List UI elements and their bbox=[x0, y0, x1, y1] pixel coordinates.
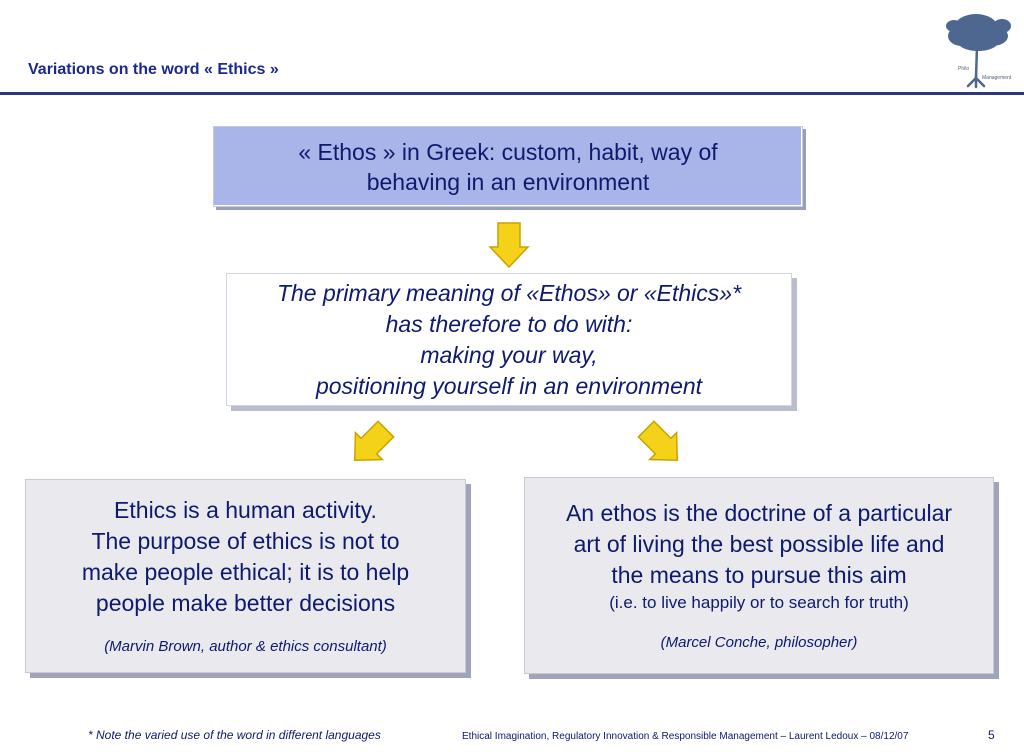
box-text-line: The purpose of ethics is not to bbox=[91, 528, 400, 554]
footer-note: * Note the varied use of the word in different languages bbox=[88, 728, 381, 742]
tree-logo-icon bbox=[936, 6, 1020, 90]
box-text-line: the means to pursue this aim bbox=[611, 562, 907, 588]
doctrine-box bbox=[524, 477, 994, 674]
title-rule bbox=[0, 92, 1024, 95]
primary-meaning-box bbox=[226, 273, 792, 406]
logo-text-line2: Management bbox=[982, 75, 1012, 81]
box-text-line: has therefore to do with: bbox=[385, 310, 633, 337]
greek-definition-box bbox=[213, 126, 803, 207]
footer-credit: Ethical Imagination, Regulatory Innovation & Responsible Management – Laurent Ledoux – 08/12/07 bbox=[462, 731, 909, 742]
arrow-down-right-icon bbox=[634, 418, 688, 470]
box-source: (Marcel Conche, philosopher) bbox=[660, 634, 858, 651]
box-text-line: make people ethical; it is to help bbox=[81, 559, 410, 585]
logo-text-line1: Philo bbox=[958, 66, 970, 72]
box-text-line: people make better decisions bbox=[95, 590, 396, 616]
box-text-line: An ethos is the doctrine of a particular bbox=[565, 500, 953, 526]
box-source: (Marvin Brown, author & ethics consultant) bbox=[104, 638, 387, 655]
box-text-line: positioning yourself in an environment bbox=[315, 372, 703, 399]
page-number: 5 bbox=[988, 728, 995, 742]
box-text-line: Ethics is a human activity. bbox=[114, 497, 377, 523]
box-text-line: « Ethos » in Greek: custom, habit, way of bbox=[298, 138, 718, 165]
box-text-line: making your way, bbox=[420, 341, 598, 368]
human-activity-box bbox=[25, 479, 466, 673]
box-text-line: behaving in an environment bbox=[366, 168, 650, 195]
arrow-down-icon bbox=[487, 221, 531, 269]
box-note: (i.e. to live happily or to search for truth) bbox=[609, 593, 909, 612]
box-text-line: art of living the best possible life and bbox=[573, 531, 945, 557]
slide-title: Variations on the word « Ethics » bbox=[28, 61, 279, 78]
arrow-down-left-icon bbox=[344, 418, 398, 470]
box-text-line: The primary meaning of «Ethos» or «Ethics»* bbox=[276, 279, 742, 306]
